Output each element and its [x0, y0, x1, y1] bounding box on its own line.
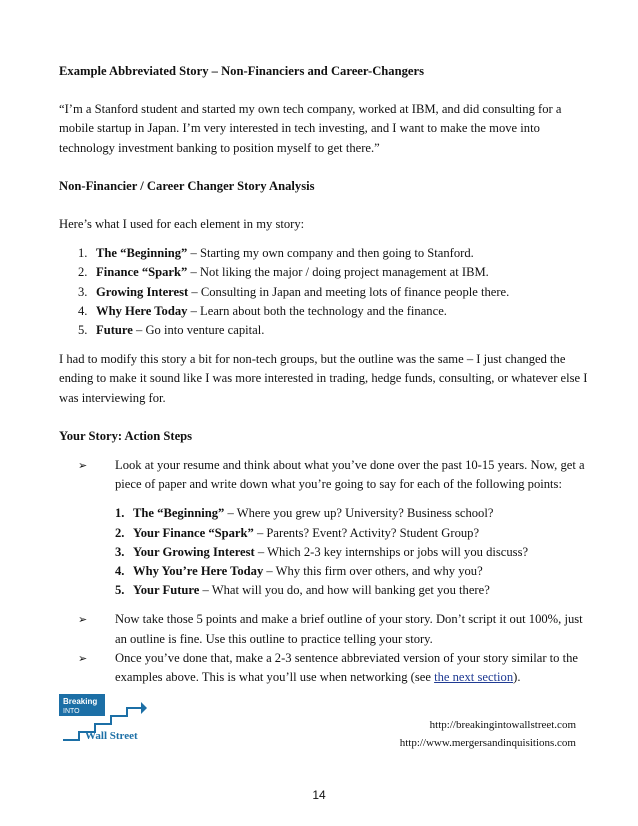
list-item [59, 610, 589, 648]
action-step-3-text: Once you’ve done that, make a 2-3 sentence abbreviated version of your story similar to the examples above. This is what you’ll use when networking (see the next section). [115, 650, 579, 685]
list-item [59, 456, 589, 610]
action-steps-list [59, 456, 589, 687]
list-item: 4. Why Here Today – Learn about both the technology and the finance. [78, 303, 447, 318]
list-item: 3. Your Growing Interest – Which 2-3 key internships or jobs will you discuss? [115, 544, 529, 559]
list-item [59, 649, 589, 687]
list-item: 5. Future – Go into venture capital. [78, 323, 265, 338]
document-page [59, 62, 589, 687]
example-quote: “I’m a Stanford student and started my own tech company, worked at IBM, and did consulting for a mobile startup in Japan. I’m very interested in tech investing, and I want to make the move into technology investment banking to position myself to get there.” [59, 102, 562, 155]
analysis-heading: Non-Financier / Career Changer Story Analysis [59, 178, 315, 193]
arrow-bullet-icon: ➢ [78, 613, 88, 627]
arrow-bullet-icon: ➢ [78, 459, 88, 473]
arrow-bullet-icon: ➢ [78, 651, 88, 665]
list-item: 3. Growing Interest – Consulting in Japan and meeting lots of finance people there. [78, 284, 510, 299]
logo-text-line3: Wall Street [85, 730, 138, 742]
action-step-1-text: Look at your resume and think about what you’ve done over the past 10-15 years. Now, get a piece of paper and write down what you’re going to say for each of the following points: [115, 458, 585, 492]
logo-icon [59, 694, 159, 746]
breaking-into-wall-street-logo [59, 694, 159, 746]
action-step-2-text: Now take those 5 points and make a brief outline of your story. Don’t script it out 100%, just an outline is fine. Use this outline to practice telling your story. [115, 612, 583, 646]
analysis-intro: Here’s what I used for each element in my story: [59, 217, 305, 232]
modify-paragraph: I had to modify this story a bit for non-tech groups, but the outline was the same – I just changed the ending to make it sound like I was more interested in trading, hedge funds, consulting, or whatever else I was interviewing for. [59, 352, 588, 405]
next-section-link[interactable]: the next section [434, 670, 514, 685]
list-item: 1. The “Beginning” – Starting my own company and then going to Stanford. [78, 246, 474, 261]
list-item: 2. Your Finance “Spark” – Parents? Event? Activity? Student Group? [115, 525, 480, 540]
list-item: 1. The “Beginning” – Where you grew up? University? Business school? [115, 506, 494, 521]
action-steps-heading: Your Story: Action Steps [59, 428, 193, 443]
logo-text-line1: Breaking [63, 697, 98, 706]
example-heading: Example Abbreviated Story – Non-Financiers and Career-Changers [59, 64, 424, 78]
logo-text-line2: INTO [63, 708, 80, 715]
footer-url-mi[interactable]: http://www.mergersandinquisitions.com [399, 737, 576, 749]
page-number: 14 [312, 788, 326, 802]
list-item: 4. Why You’re Here Today – Why this firm over others, and why you? [115, 564, 483, 579]
list-item: 2. Finance “Spark” – Not liking the major / doing project management at IBM. [78, 265, 489, 280]
list-item: 5. Your Future – What will you do, and how will banking get you there? [115, 583, 490, 598]
story-elements-list [59, 244, 589, 340]
footer-urls [400, 716, 576, 752]
story-points-list [115, 504, 589, 600]
footer-url-bius[interactable]: http://breakingintowallstreet.com [429, 719, 576, 731]
